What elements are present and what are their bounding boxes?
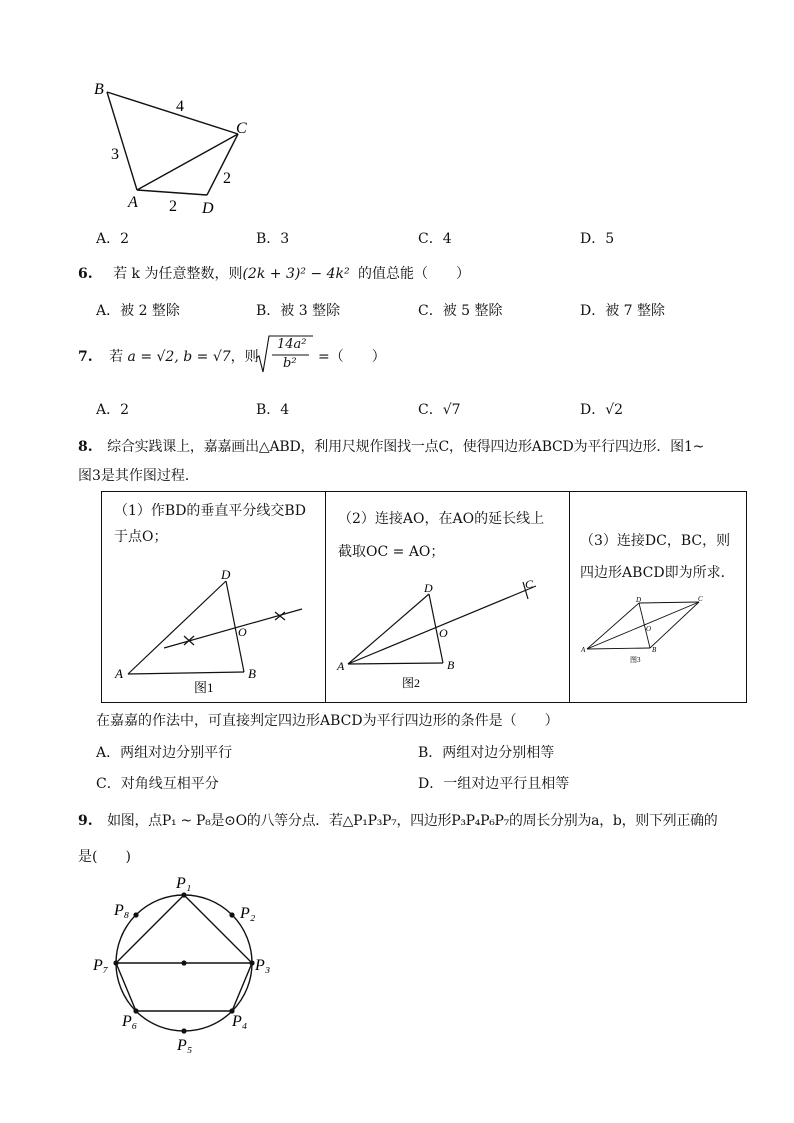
point-P2 bbox=[229, 912, 234, 917]
label-P5: P₅ bbox=[177, 1037, 193, 1054]
q7-option-b[interactable]: B．4 bbox=[256, 402, 290, 418]
label-C: C bbox=[236, 120, 247, 137]
label-P4: P₄ bbox=[232, 1013, 248, 1030]
q7-option-a[interactable]: A．2 bbox=[96, 402, 130, 418]
q5-option-c[interactable]: C．4 bbox=[418, 231, 452, 247]
label-P2: P₂ bbox=[240, 905, 256, 922]
fig3-caption: 图3 bbox=[630, 656, 641, 664]
q9-stem-line1 bbox=[78, 810, 717, 830]
q7-numerator: 14a² bbox=[277, 337, 307, 352]
label-P7: P₇ bbox=[93, 957, 109, 974]
length-CD: 2 bbox=[223, 170, 231, 187]
q6-option-c[interactable]: C．被 5 整除 bbox=[418, 303, 503, 319]
point-P1 bbox=[181, 892, 186, 897]
edge-BC bbox=[107, 92, 238, 134]
length-AD: 2 bbox=[169, 198, 177, 215]
q9-number: 9. bbox=[78, 813, 93, 829]
fig3-label-A: A bbox=[581, 646, 586, 654]
point-P7 bbox=[113, 960, 118, 965]
q7-stem-a: 若 bbox=[109, 349, 124, 365]
center-dot bbox=[181, 960, 186, 965]
label-D: D bbox=[202, 200, 214, 217]
point-P3 bbox=[249, 960, 254, 965]
step1-line2: 于点O； bbox=[114, 529, 168, 545]
q7-denominator: b² bbox=[283, 356, 297, 371]
label-P3: P₃ bbox=[255, 957, 271, 974]
q8-question: 在嘉嘉的作法中，可直接判定四边形ABCD为平行四边形的条件是（ ） bbox=[96, 713, 559, 729]
label-B: B bbox=[94, 81, 104, 98]
q9-line1: 如图，点P₁ ~ P₈是⊙O的八等分点．若△P₁P₃P₇，四边形P₃P₄P₆P₇的周长分别为a，b，则下列正确的 bbox=[107, 813, 718, 829]
fig1-caption: 图1 bbox=[194, 680, 214, 695]
q7-option-c[interactable]: C．√7 bbox=[418, 402, 461, 418]
q5-option-d[interactable]: D．5 bbox=[580, 231, 615, 247]
q7-radical bbox=[255, 334, 315, 376]
q6-stem-after: 的值总能（ ） bbox=[358, 266, 471, 282]
q6-stem-before: 若 k 为任意整数，则 bbox=[113, 266, 243, 282]
step3-line1: （3）连接DC，BC，则 bbox=[580, 533, 731, 549]
label-P8: P₈ bbox=[114, 902, 130, 919]
triangle-P1P3P7 bbox=[116, 895, 252, 963]
point-P8 bbox=[133, 912, 138, 917]
q7-number: 7. bbox=[78, 349, 93, 365]
fig1-label-D: D bbox=[221, 567, 231, 582]
q8-option-d[interactable]: D．一组对边平行且相等 bbox=[418, 776, 570, 792]
q7-equals: =（ ） bbox=[318, 349, 386, 365]
q6-option-b[interactable]: B．被 3 整除 bbox=[256, 303, 341, 319]
construction-table bbox=[101, 491, 747, 703]
fig2-caption: 图2 bbox=[402, 676, 421, 690]
q9-stem-line2: 是( ) bbox=[78, 849, 131, 865]
fig2-label-B: B bbox=[447, 658, 455, 672]
q8-option-c[interactable]: C．对角线互相平分 bbox=[96, 776, 219, 792]
point-P5 bbox=[181, 1028, 186, 1033]
q5-option-b[interactable]: B．3 bbox=[256, 231, 290, 247]
q6-expression: (2k + 3)² − 4k² bbox=[242, 266, 350, 282]
q6-number: 6. bbox=[78, 266, 93, 282]
fig3-label-B: B bbox=[652, 646, 657, 654]
q8-stem-line1 bbox=[78, 436, 704, 456]
fig2-label-O: O bbox=[439, 626, 448, 640]
length-AB: 3 bbox=[111, 146, 119, 163]
length-BC: 4 bbox=[176, 98, 184, 115]
q6-option-a[interactable]: A．被 2 整除 bbox=[96, 303, 180, 319]
q6-option-d[interactable]: D．被 7 整除 bbox=[580, 303, 666, 319]
label-P6: P₆ bbox=[122, 1013, 138, 1030]
figure-2 bbox=[326, 492, 569, 702]
fig1-label-A: A bbox=[115, 666, 123, 681]
figure-1 bbox=[102, 492, 325, 702]
fig2-label-D: D bbox=[424, 581, 433, 595]
quadrilateral-figure bbox=[80, 74, 280, 224]
step1-line1: （1）作BD的垂直平分线交BD bbox=[114, 503, 306, 519]
step3-line2: 四边形ABCD即为所求． bbox=[580, 565, 735, 581]
q8-number: 8. bbox=[78, 439, 93, 455]
fig2-label-A: A bbox=[337, 659, 345, 673]
fig2-label-C: C bbox=[525, 577, 534, 591]
fig3-label-C: C bbox=[698, 595, 703, 603]
q7-stem bbox=[78, 346, 259, 366]
edge-AB bbox=[107, 92, 137, 190]
step2-line1: （2）连接AO，在AO的延长线上 bbox=[338, 511, 545, 527]
figure-3 bbox=[570, 492, 748, 702]
q7-stem-b: ，则 bbox=[230, 349, 259, 365]
label-P1: P₁ bbox=[176, 875, 192, 892]
fig1-label-O: O bbox=[238, 625, 247, 639]
quad-P3P4P6P7 bbox=[116, 963, 252, 1011]
fig1-label-B: B bbox=[248, 666, 256, 681]
q7-condition: a = √2, b = √7 bbox=[127, 349, 231, 365]
q6-stem bbox=[78, 263, 470, 283]
circle-octagon-figure bbox=[90, 868, 290, 1058]
label-A: A bbox=[128, 194, 138, 211]
q8-line1: 综合实践课上，嘉嘉画出△ABD，利用尺规作图找一点C，使得四边形ABCD为平行四边形．图1~ bbox=[107, 439, 705, 455]
q7-option-d[interactable]: D．√2 bbox=[580, 402, 624, 418]
step2-line2: 截取OC = AO； bbox=[338, 544, 445, 560]
q8-stem-line2: 图3是其作图过程． bbox=[78, 468, 199, 484]
fig3-label-O: O bbox=[646, 625, 652, 633]
q5-option-a[interactable]: A．2 bbox=[96, 231, 130, 247]
fig3-label-D: D bbox=[636, 596, 642, 604]
edge-AD bbox=[137, 190, 207, 195]
q8-option-a[interactable]: A．两组对边分别平行 bbox=[96, 745, 233, 761]
q8-option-b[interactable]: B．两组对边分别相等 bbox=[418, 745, 555, 761]
